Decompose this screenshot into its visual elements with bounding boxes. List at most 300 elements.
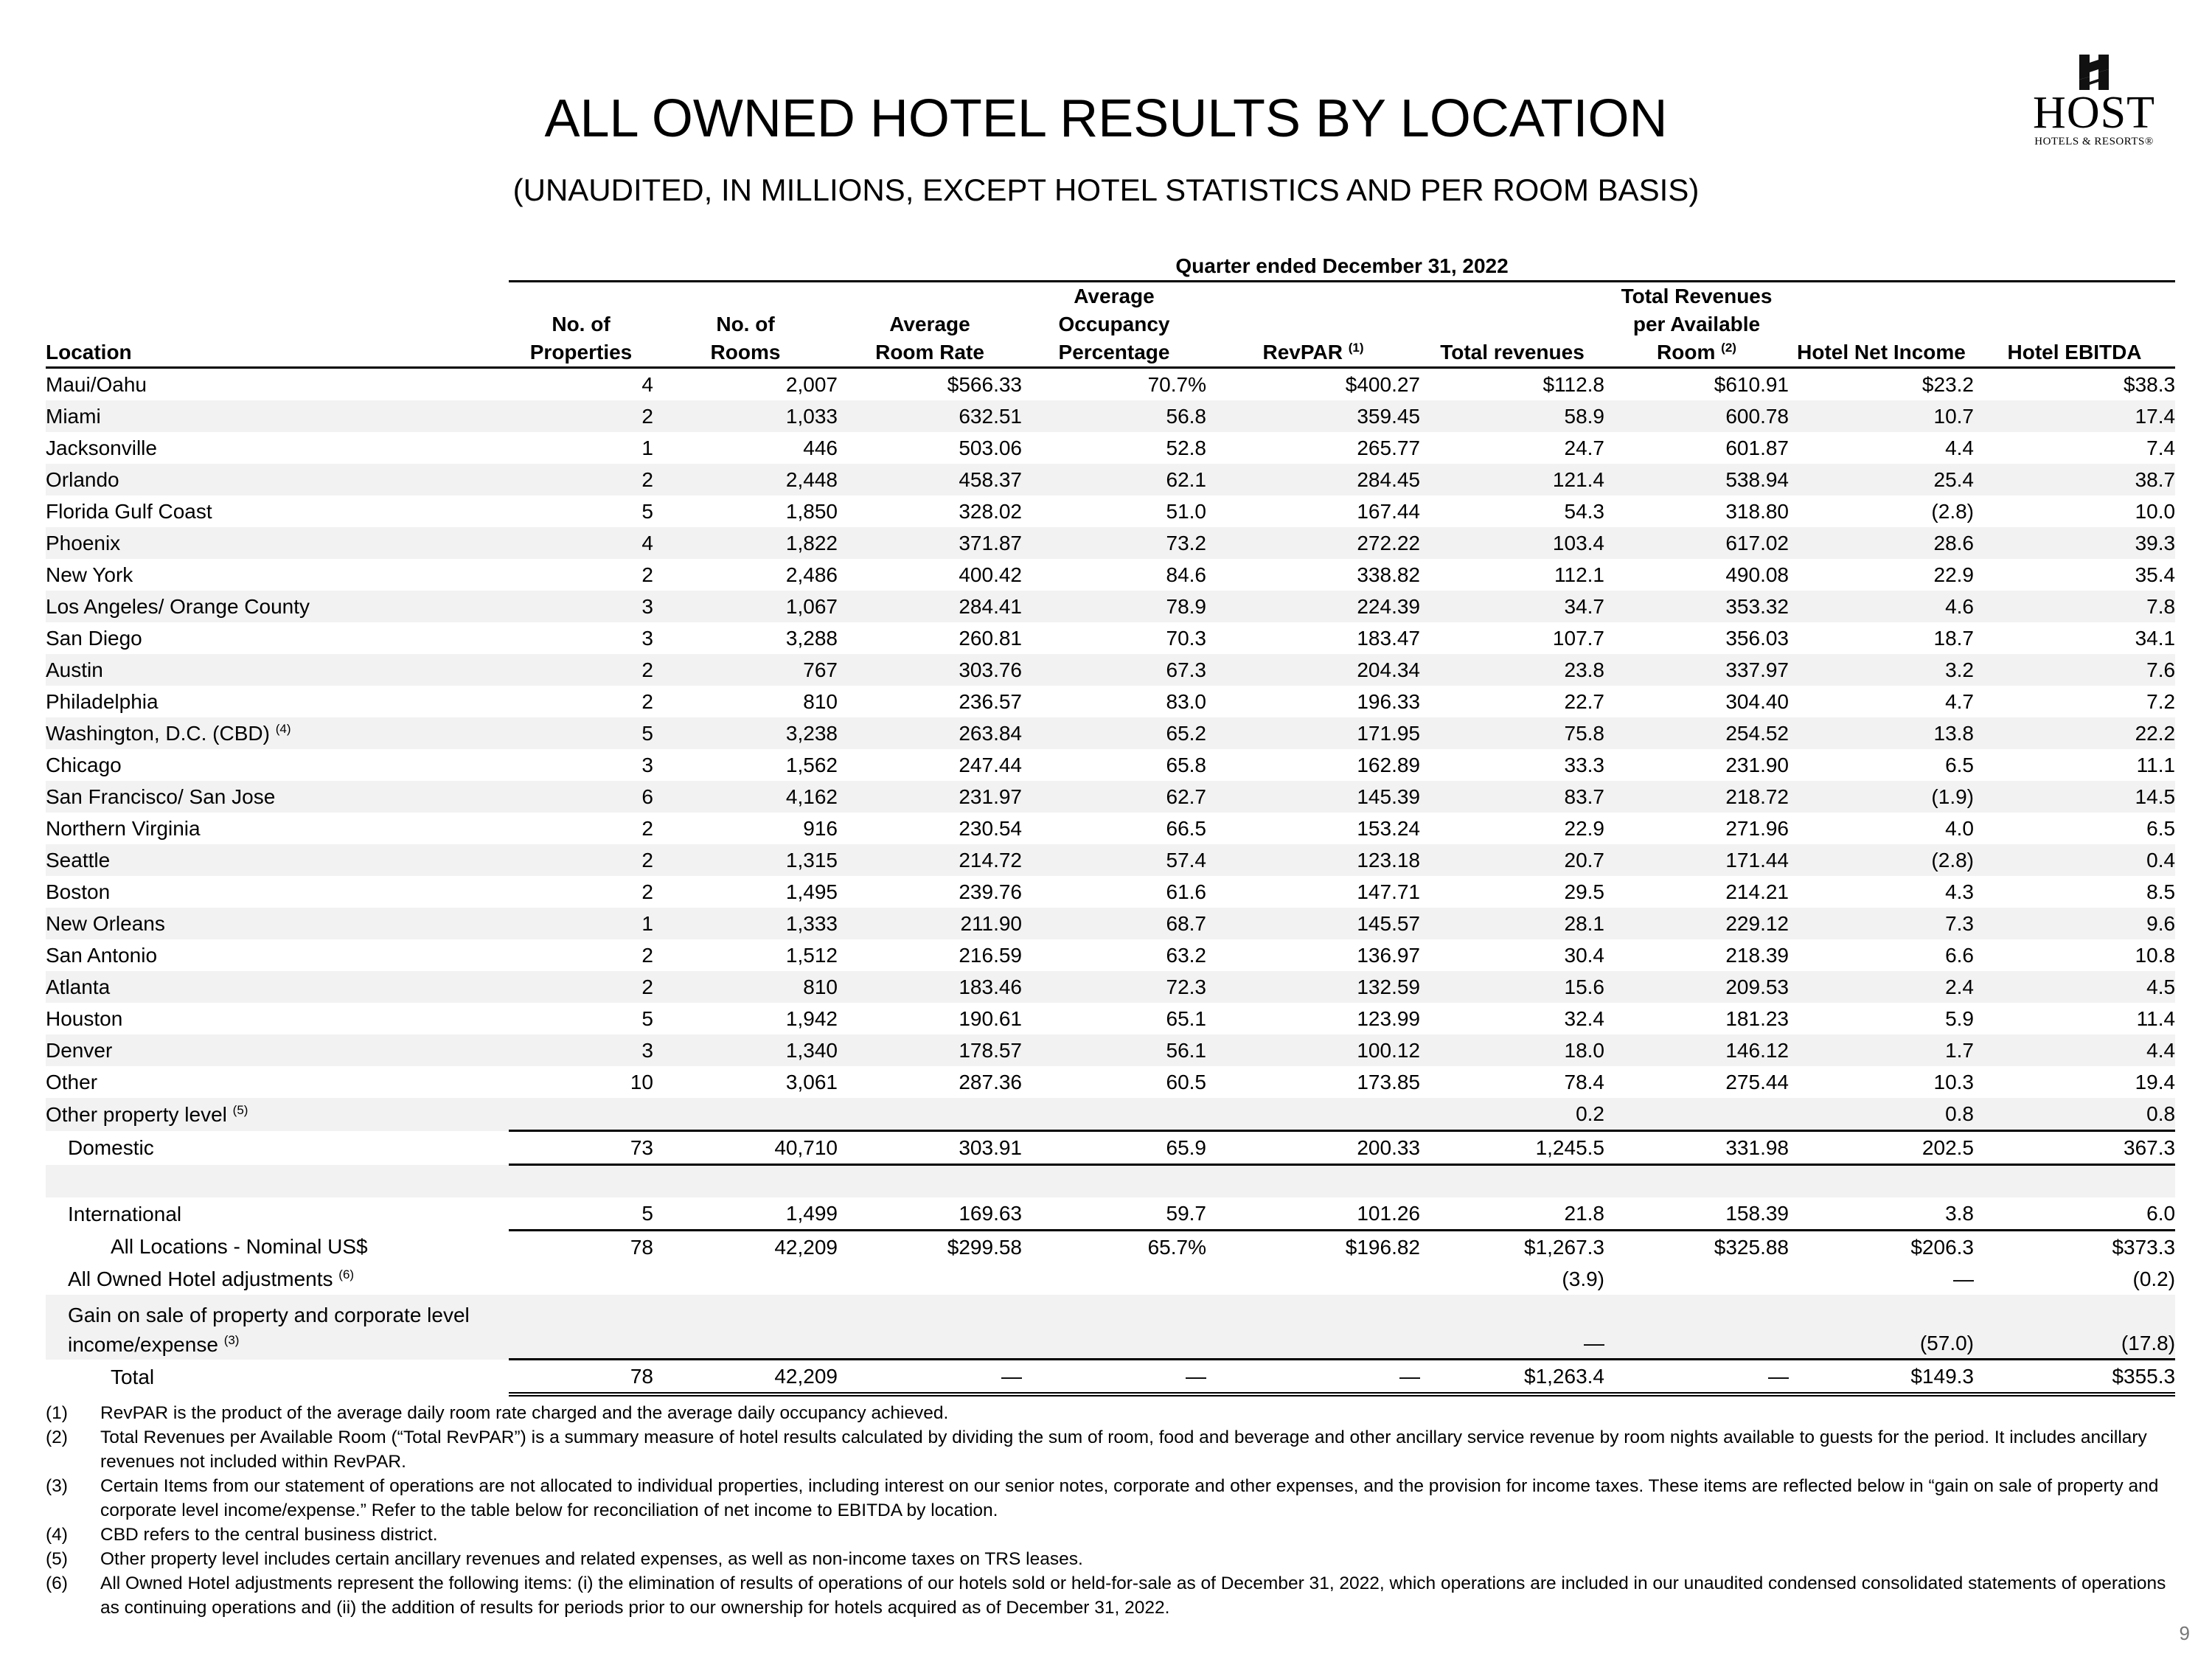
location-cell: Jacksonville <box>46 437 157 459</box>
cell-trev: 600.78 <box>1604 400 1789 432</box>
cell-r: 1,067 <box>653 591 838 622</box>
logo-wordmark: HOST <box>2033 88 2155 138</box>
cell-eb: 6.0 <box>1974 1197 2175 1231</box>
cell-r: 1,340 <box>653 1034 838 1066</box>
cell-p: 78 <box>630 1236 653 1259</box>
cell-rate: 190.61 <box>959 1007 1022 1030</box>
cell-trev: 231.90 <box>1725 754 1789 776</box>
table-row <box>46 432 2175 464</box>
cell-rev: $112.8 <box>1543 373 1604 396</box>
cell-revpar: 284.45 <box>1206 464 1420 495</box>
footnote <box>46 1523 2169 1547</box>
footnote-text: All Owned Hotel adjustments represent the following items: (i) the elimination of results of operations of our hotels sold or held-for-sale as of December 31, 2022, which operations are included in our unaudited condensed consolidated statements of operations as continuing operations and (ii) the addition of results for periods prior to our ownership for hotels acquired as of December 31, 2022. <box>100 1573 2166 1618</box>
cell-p: 3 <box>641 754 653 776</box>
cell-occ: 68.7 <box>1022 908 1206 939</box>
table-row <box>46 464 2175 495</box>
location-cell: Total <box>111 1365 155 1388</box>
location-cell: Miami <box>46 400 509 432</box>
cell-revpar: 136.97 <box>1357 944 1420 967</box>
cell-p: 5 <box>641 1007 653 1030</box>
cell-eb: 11.1 <box>2136 754 2176 776</box>
cell-p: 6 <box>509 781 653 813</box>
cell-trev <box>1604 1263 1789 1295</box>
cell-rev: 83.7 <box>1420 781 1604 813</box>
footnote-number: (6) <box>46 1573 68 1593</box>
location-cell: Austin <box>46 654 509 686</box>
cell-occ: 51.0 <box>1166 500 1206 523</box>
footnote-number: (5) <box>46 1549 68 1569</box>
cell-revpar: 173.85 <box>1357 1071 1420 1093</box>
location-cell: Other <box>46 1071 98 1093</box>
table-row <box>46 368 2175 401</box>
cell-eb: 4.5 <box>1974 971 2175 1003</box>
cell-eb: $373.3 <box>2112 1236 2176 1259</box>
cell-r: 4,162 <box>653 781 838 813</box>
page-subtitle: (UNAUDITED, IN MILLIONS, EXCEPT HOTEL STATISTICS AND PER ROOM BASIS) <box>512 173 1700 207</box>
page-number: 9 <box>2179 1622 2190 1644</box>
cell-rate: 263.84 <box>838 717 1022 749</box>
cell-trev: 331.98 <box>1604 1131 1789 1165</box>
cell-eb: 35.4 <box>2135 563 2176 586</box>
cell-ni: 6.5 <box>1945 754 1974 776</box>
cell-eb: 34.1 <box>2135 627 2176 650</box>
cell-trev: 181.23 <box>1725 1007 1789 1030</box>
cell-rev: 21.8 <box>1420 1197 1604 1231</box>
cell-occ: 78.9 <box>1022 591 1206 622</box>
cell-r: 2,007 <box>785 373 838 396</box>
company-logo <box>2020 53 2168 148</box>
cell-trev: 490.08 <box>1725 563 1789 586</box>
cell-rev: 22.9 <box>1564 817 1604 840</box>
cell-revpar: 153.24 <box>1357 817 1420 840</box>
logo-tagline: HOTELS & RESORTS® <box>2034 136 2154 147</box>
cell-occ: 73.2 <box>1022 527 1206 559</box>
footnote-text: CBD refers to the central business district. <box>100 1525 438 1545</box>
cell-rate <box>838 1263 1022 1295</box>
cell-r <box>653 1098 838 1131</box>
table-row <box>46 781 2175 813</box>
cell-revpar <box>1206 1295 1420 1360</box>
cell-occ: 65.2 <box>1022 717 1206 749</box>
cell-r: 3,288 <box>785 627 838 650</box>
cell-occ: 65.8 <box>1166 754 1206 776</box>
cell-ni: 3.2 <box>1789 654 1974 686</box>
cell-revpar: 147.71 <box>1357 880 1420 903</box>
footnote <box>46 1547 2169 1571</box>
gain-row <box>46 1295 2175 1360</box>
cell-eb: 0.4 <box>1974 844 2175 876</box>
cell-trev: $610.91 <box>1714 373 1789 396</box>
cell-occ: 66.5 <box>1166 817 1206 840</box>
cell-eb: 14.5 <box>1974 781 2175 813</box>
cell-eb: (0.2) <box>2132 1267 2176 1290</box>
cell-r: 446 <box>803 437 838 459</box>
cell-rev: — <box>1420 1295 1604 1360</box>
cell-eb: 39.3 <box>1974 527 2175 559</box>
cell-occ: 63.2 <box>1166 944 1206 967</box>
all-locations-row <box>46 1231 2175 1264</box>
cell-trev: 254.52 <box>1604 717 1789 749</box>
cell-rate: 230.54 <box>959 817 1022 840</box>
cell-eb: $38.3 <box>2124 373 2176 396</box>
location-cell: All Locations - Nominal US$ <box>111 1235 368 1259</box>
cell-ni: 13.8 <box>1789 717 1974 749</box>
cell-ni: 4.6 <box>1789 591 1974 622</box>
cell-revpar: 167.44 <box>1357 500 1420 523</box>
cell-ni: 5.9 <box>1945 1007 1974 1030</box>
table-row <box>46 1034 2175 1066</box>
cell-rate <box>838 1295 1022 1360</box>
cell-rate: 632.51 <box>838 400 1022 432</box>
cell-rev: (3.9) <box>1562 1267 1604 1290</box>
cell-rate: 178.57 <box>838 1034 1022 1066</box>
cell-trev: 209.53 <box>1604 971 1789 1003</box>
table-row <box>46 813 2175 844</box>
cell-rate: 287.36 <box>959 1071 1022 1093</box>
cell-eb: 4.4 <box>1974 1034 2175 1066</box>
table-row <box>46 971 2175 1003</box>
cell-p: 2 <box>641 880 653 903</box>
cell-rev: 0.2 <box>1420 1098 1604 1131</box>
cell-revpar: 196.33 <box>1357 690 1420 713</box>
cell-rev: 75.8 <box>1420 717 1604 749</box>
cell-eb: 19.4 <box>2135 1071 2176 1093</box>
cell-eb: 38.7 <box>1974 464 2175 495</box>
col-occupancy: Average Occupancy Percentage <box>1022 282 1206 368</box>
cell-r: 2,448 <box>653 464 838 495</box>
cell-trev: 214.21 <box>1725 880 1789 903</box>
footnote <box>46 1425 2169 1474</box>
cell-occ: 67.3 <box>1022 654 1206 686</box>
cell-r: 767 <box>653 654 838 686</box>
period-header: Quarter ended December 31, 2022 <box>509 252 2175 282</box>
cell-rate: 169.63 <box>838 1197 1022 1231</box>
table-row <box>46 591 2175 622</box>
footnote <box>46 1401 2169 1425</box>
cell-p: 2 <box>641 817 653 840</box>
cell-eb: 8.5 <box>2146 880 2176 903</box>
cell-r: 1,562 <box>785 754 838 776</box>
cell-ni: (57.0) <box>1789 1295 1974 1360</box>
cell-p: 4 <box>641 373 653 396</box>
cell-trev: 158.39 <box>1604 1197 1789 1231</box>
col-ebitda: Hotel EBITDA <box>1974 282 2175 368</box>
cell-rev: 1,245.5 <box>1420 1131 1604 1165</box>
cell-ni: 4.3 <box>1945 880 1974 903</box>
cell-eb: 0.8 <box>1974 1098 2175 1131</box>
cell-p <box>509 1263 653 1295</box>
cell-p: 1 <box>641 437 653 459</box>
cell-p: 3 <box>509 1034 653 1066</box>
footnote-text: Certain Items from our statement of operations are not allocated to individual properties, including interest on our senior notes, corporate and other expenses, and the provision for income taxes. These items are reflected below in “gain on sale of property and corporate level income/expense.” Refer to the table below for reconciliation of net income to EBITDA by location. <box>100 1476 2159 1520</box>
cell-eb: 7.2 <box>2146 690 2176 713</box>
cell-trev: 218.39 <box>1725 944 1789 967</box>
cell-occ: 65.7% <box>1147 1236 1206 1259</box>
location-cell: Northern Virginia <box>46 817 201 840</box>
cell-rate: 284.41 <box>838 591 1022 622</box>
cell-ni: 22.9 <box>1933 563 1974 586</box>
location-cell: New Orleans <box>46 908 509 939</box>
location-cell: San Antonio <box>46 944 158 967</box>
cell-rate: $299.58 <box>947 1236 1022 1259</box>
cell-occ: 62.1 <box>1022 464 1206 495</box>
cell-revpar: 183.47 <box>1357 627 1420 650</box>
cell-ni: 1.7 <box>1789 1034 1974 1066</box>
cell-rate: 214.72 <box>838 844 1022 876</box>
cell-rate: 303.76 <box>838 654 1022 686</box>
cell-ni: $23.2 <box>1921 373 1974 396</box>
cell-r: 40,710 <box>653 1131 838 1165</box>
cell-occ <box>1022 1098 1206 1131</box>
cell-rate: — <box>838 1360 1022 1395</box>
cell-ni: (2.8) <box>1931 500 1974 523</box>
cell-p: 4 <box>509 527 653 559</box>
cell-rev: 18.0 <box>1420 1034 1604 1066</box>
cell-p: 2 <box>641 690 653 713</box>
col-rooms: No. of Rooms <box>653 282 838 368</box>
cell-r <box>653 1263 838 1295</box>
cell-rev: 33.3 <box>1564 754 1604 776</box>
cell-revpar: 145.57 <box>1206 908 1420 939</box>
cell-eb: 7.8 <box>1974 591 2175 622</box>
cell-ni: (1.9) <box>1789 781 1974 813</box>
cell-rev: 20.7 <box>1420 844 1604 876</box>
cell-eb: 17.4 <box>1974 400 2175 432</box>
cell-r: 810 <box>653 971 838 1003</box>
cell-r: 3,061 <box>785 1071 838 1093</box>
location-cell: Orlando <box>46 464 509 495</box>
cell-rate: 211.90 <box>838 908 1022 939</box>
cell-r <box>653 1295 838 1360</box>
cell-rev: 54.3 <box>1564 500 1604 523</box>
cell-trev: 356.03 <box>1725 627 1789 650</box>
cell-p: 2 <box>509 464 653 495</box>
location-cell: Other property level $^{(5)}$ <box>46 1098 509 1131</box>
location-cell: Domestic <box>68 1136 154 1159</box>
cell-p: 10 <box>630 1071 653 1093</box>
cell-revpar: 101.26 <box>1206 1197 1420 1231</box>
col-total-revenues: Total revenues <box>1420 282 1604 368</box>
cell-p: 5 <box>641 500 653 523</box>
cell-p: 5 <box>509 717 653 749</box>
cell-eb: 9.6 <box>1974 908 2175 939</box>
cell-revpar: 359.45 <box>1206 400 1420 432</box>
footnote <box>46 1474 2169 1523</box>
cell-trev: 218.72 <box>1604 781 1789 813</box>
cell-trev: 353.32 <box>1604 591 1789 622</box>
cell-ni: 6.6 <box>1945 944 1974 967</box>
cell-r: 810 <box>803 690 838 713</box>
footnote-text: Total Revenues per Available Room (“Total RevPAR”) is a summary measure of hotel results calculated by dividing the sum of room, food and beverage and other ancillary service revenue by room nights available to guests for the period. It includes ancillary revenues not included within RevPAR. <box>100 1427 2147 1472</box>
footnote-number: (4) <box>46 1525 68 1545</box>
cell-rev: 58.9 <box>1420 400 1604 432</box>
cell-rate: 400.42 <box>959 563 1022 586</box>
cell-p: 5 <box>509 1197 653 1231</box>
cell-ni: 0.8 <box>1789 1098 1974 1131</box>
cell-eb: 7.4 <box>2146 437 2176 459</box>
cell-rev: 103.4 <box>1420 527 1604 559</box>
cell-r: 916 <box>803 817 838 840</box>
cell-occ: 70.3 <box>1166 627 1206 650</box>
cell-revpar: 123.18 <box>1206 844 1420 876</box>
cell-trev: 601.87 <box>1725 437 1789 459</box>
cell-trev <box>1604 1098 1789 1131</box>
cell-rev: 112.1 <box>1554 563 1604 586</box>
cell-r: 1,850 <box>785 500 838 523</box>
cell-revpar <box>1206 1263 1420 1295</box>
footnote-number: (3) <box>46 1476 68 1496</box>
cell-trev: 538.94 <box>1604 464 1789 495</box>
period-header-row <box>46 252 2175 282</box>
location-cell: Gain on sale of property and corporate level income/expense $^{(3)}$ <box>46 1295 509 1360</box>
cell-p: 2 <box>641 563 653 586</box>
cell-revpar: 204.34 <box>1206 654 1420 686</box>
table-row <box>46 400 2175 432</box>
cell-trev: 146.12 <box>1604 1034 1789 1066</box>
cell-occ: 84.6 <box>1166 563 1206 586</box>
cell-revpar: 272.22 <box>1206 527 1420 559</box>
cell-rev: 29.5 <box>1564 880 1604 903</box>
page-title: ALL OWNED HOTEL RESULTS BY LOCATION <box>544 89 1668 148</box>
table-row <box>46 844 2175 876</box>
cell-rate: $566.33 <box>947 373 1022 396</box>
cell-trev: — <box>1604 1360 1789 1395</box>
cell-trev: 271.96 <box>1725 817 1789 840</box>
cell-rev: 30.4 <box>1564 944 1604 967</box>
cell-rev: $1,263.4 <box>1420 1360 1604 1395</box>
cell-p: 2 <box>509 400 653 432</box>
cell-rev: 78.4 <box>1564 1071 1604 1093</box>
cell-r: 1,499 <box>653 1197 838 1231</box>
location-cell: Seattle <box>46 844 509 876</box>
cell-revpar: 123.99 <box>1357 1007 1420 1030</box>
cell-revpar: $400.27 <box>1345 373 1420 396</box>
cell-occ: 61.6 <box>1166 880 1206 903</box>
cell-r: 1,495 <box>785 880 838 903</box>
cell-revpar: 338.82 <box>1357 563 1420 586</box>
cell-rate <box>838 1098 1022 1131</box>
cell-r: 3,238 <box>653 717 838 749</box>
location-cell: Florida Gulf Coast <box>46 500 212 523</box>
cell-rev: 15.6 <box>1420 971 1604 1003</box>
cell-eb: 10.0 <box>2135 500 2176 523</box>
location-cell: Washington, D.C. (CBD) $^{(4)}$ <box>46 717 509 749</box>
cell-occ <box>1022 1295 1206 1360</box>
cell-occ: 59.7 <box>1022 1197 1206 1231</box>
cell-occ: 83.0 <box>1166 690 1206 713</box>
col-net-income: Hotel Net Income <box>1789 282 1974 368</box>
cell-trev: 229.12 <box>1604 908 1789 939</box>
cell-rate: 216.59 <box>959 944 1022 967</box>
table-row <box>46 686 2175 717</box>
table-row <box>46 622 2175 654</box>
table-row <box>46 1098 2175 1131</box>
location-cell: Phoenix <box>46 527 509 559</box>
cell-revpar: 224.39 <box>1206 591 1420 622</box>
cell-occ: 60.5 <box>1166 1071 1206 1093</box>
cell-r: 1,333 <box>653 908 838 939</box>
table-row <box>46 1003 2175 1034</box>
cell-rate: 260.81 <box>959 627 1022 650</box>
cell-eb: 10.8 <box>2135 944 2176 967</box>
cell-ni: 2.4 <box>1789 971 1974 1003</box>
cell-occ: 70.7% <box>1147 373 1206 396</box>
table-row <box>46 1066 2175 1098</box>
cell-revpar: 171.95 <box>1206 717 1420 749</box>
footnote-text: RevPAR is the product of the average daily room rate charged and the average daily occupancy achieved. <box>100 1403 949 1423</box>
cell-rev: 22.7 <box>1564 690 1604 713</box>
cell-revpar: 132.59 <box>1206 971 1420 1003</box>
host-logo-icon <box>2077 53 2111 91</box>
location-cell: Los Angeles/ Orange County <box>46 591 509 622</box>
cell-p: 3 <box>509 591 653 622</box>
cell-p: 2 <box>509 844 653 876</box>
cell-r: 42,209 <box>774 1236 838 1259</box>
cell-trev: 171.44 <box>1604 844 1789 876</box>
cell-rev: 32.4 <box>1564 1007 1604 1030</box>
cell-rev: 34.7 <box>1420 591 1604 622</box>
cell-revpar: 145.39 <box>1206 781 1420 813</box>
cell-eb: 367.3 <box>1974 1131 2175 1165</box>
table-row <box>46 717 2175 749</box>
location-cell: Maui/Oahu <box>46 373 147 396</box>
location-cell: Houston <box>46 1007 123 1030</box>
cell-rate: 458.37 <box>838 464 1022 495</box>
cell-occ: 56.1 <box>1022 1034 1206 1066</box>
cell-trev: 617.02 <box>1604 527 1789 559</box>
cell-ni: 3.8 <box>1789 1197 1974 1231</box>
adjustments-row <box>46 1263 2175 1295</box>
table-row <box>46 939 2175 971</box>
table-row <box>46 559 2175 591</box>
cell-occ: 62.7 <box>1022 781 1206 813</box>
cell-eb: $355.3 <box>1974 1360 2175 1395</box>
location-cell: San Francisco/ San Jose <box>46 781 509 813</box>
cell-rate: 303.91 <box>838 1131 1022 1165</box>
cell-ni: 10.3 <box>1933 1071 1974 1093</box>
cell-rate: 231.97 <box>838 781 1022 813</box>
cell-p: 78 <box>509 1360 653 1395</box>
cell-revpar <box>1206 1098 1420 1131</box>
footnote-number: (2) <box>46 1427 68 1447</box>
cell-rev: 23.8 <box>1420 654 1604 686</box>
cell-rate: 247.44 <box>959 754 1022 776</box>
location-cell: All Owned Hotel adjustments $^{(6)}$ <box>68 1267 355 1290</box>
cell-revpar: $196.82 <box>1345 1236 1420 1259</box>
location-cell: Boston <box>46 880 111 903</box>
footnote-number: (1) <box>46 1403 68 1423</box>
table-row <box>46 654 2175 686</box>
cell-ni: — <box>1953 1267 1974 1290</box>
col-room-rate: Average Room Rate <box>838 282 1022 368</box>
cell-p: 1 <box>509 908 653 939</box>
col-trevpar: Total Revenues per Available Room $^{(2)}$ <box>1604 282 1789 368</box>
domestic-row <box>46 1131 2175 1165</box>
location-cell: Chicago <box>46 754 122 776</box>
location-cell: New York <box>46 563 133 586</box>
cell-r: 1,315 <box>653 844 838 876</box>
table-row <box>46 876 2175 908</box>
cell-p: 73 <box>509 1131 653 1165</box>
location-cell: Atlanta <box>46 971 509 1003</box>
cell-trev <box>1604 1295 1789 1360</box>
cell-trev: 318.80 <box>1725 500 1789 523</box>
cell-rev: 121.4 <box>1420 464 1604 495</box>
cell-occ <box>1022 1263 1206 1295</box>
cell-rev: $1,267.3 <box>1524 1236 1604 1259</box>
footnotes <box>46 1401 2169 1620</box>
cell-ni: 7.3 <box>1789 908 1974 939</box>
